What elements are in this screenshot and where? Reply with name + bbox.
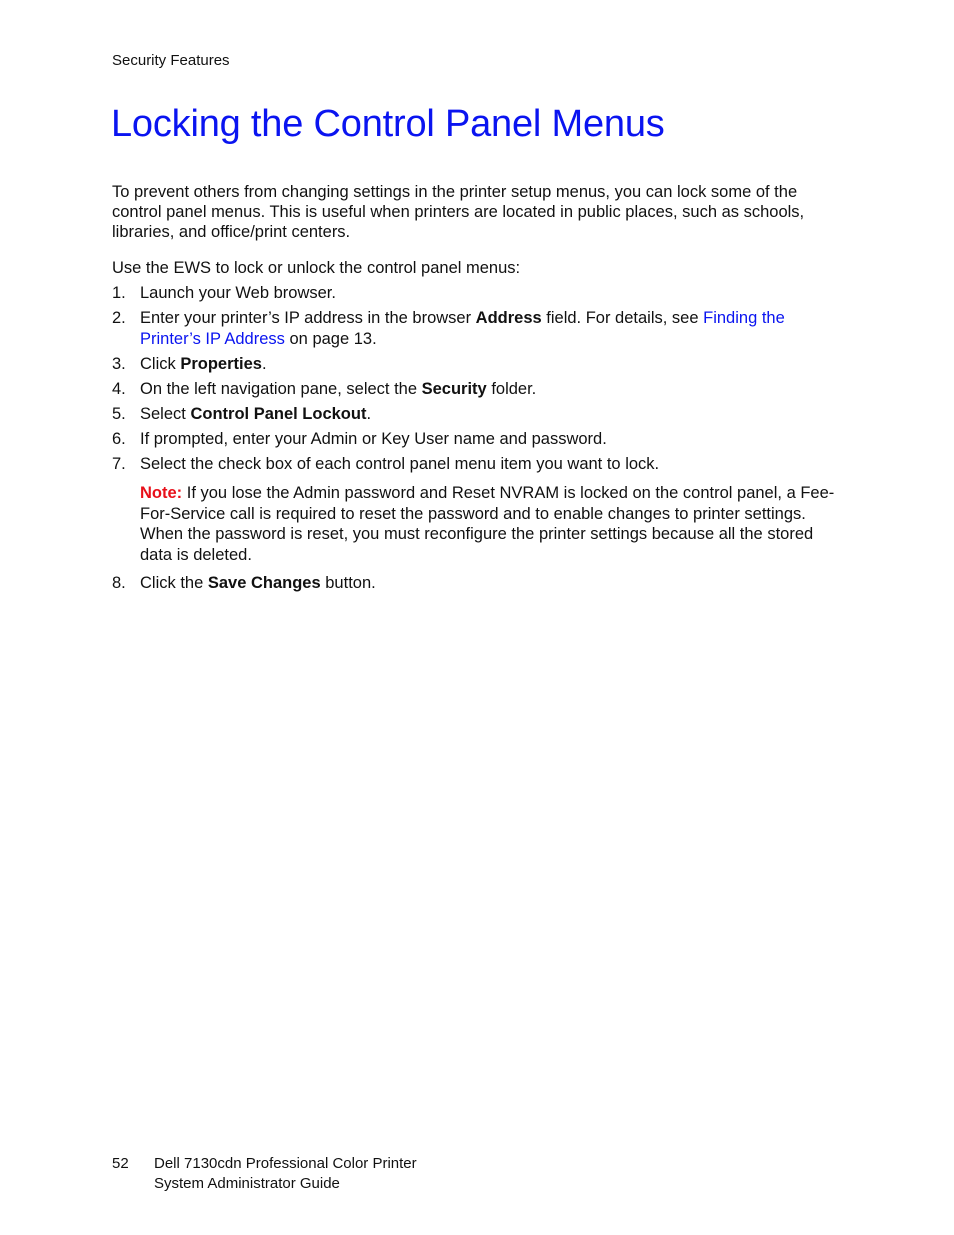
step-bold-term: Save Changes	[207, 574, 321, 592]
step-number: 5.	[112, 404, 126, 423]
step-text: Launch your Web browser.	[140, 284, 336, 302]
step-text: button.	[320, 574, 376, 592]
note-label: Note:	[140, 484, 183, 502]
step-bold-term: Properties	[180, 354, 262, 373]
step-text: folder.	[486, 379, 537, 398]
cross-reference-link[interactable]: Finding the Printer’s IP Address	[140, 309, 785, 348]
step-number: 2.	[112, 309, 126, 327]
step-text: Click	[140, 354, 181, 373]
step-text: .	[366, 404, 372, 423]
list-item	[112, 573, 842, 593]
step-number: 3.	[112, 354, 126, 373]
step-number: 8.	[112, 574, 126, 592]
footer-line-guide: System Administrator Guide	[154, 1175, 340, 1192]
footer-doc-title	[154, 1154, 417, 1194]
lead-paragraph: Use the EWS to lock or unlock the control panel menus:	[112, 259, 521, 277]
step-text: Select the check box of each control panel menu item you want to lock.	[140, 454, 660, 473]
step-bold-term: Security	[421, 379, 487, 398]
list-item	[112, 404, 842, 425]
footer-line-product: Dell 7130cdn Professional Color Printer	[154, 1155, 417, 1172]
step-text: Select	[140, 404, 191, 423]
page-number: 52	[112, 1155, 129, 1172]
list-item	[112, 379, 842, 400]
list-item	[112, 454, 842, 475]
intro-paragraph: To prevent others from changing settings in the printer setup menus, you can lock some of the control panel menus. This is useful when printers are located in public places, such as schools, libraries, and office/print centers.	[112, 183, 805, 241]
step-bold-term: Control Panel Lockout	[190, 404, 367, 423]
step-text: Enter your printer’s IP address in the browser	[140, 309, 476, 327]
step-number: 1.	[112, 284, 126, 302]
step-text: On the left navigation pane, select the	[140, 379, 422, 398]
step-text: .	[261, 354, 267, 373]
step-text: If prompted, enter your Admin or Key User name and password.	[140, 429, 607, 448]
note-text: If you lose the Admin password and Reset NVRAM is locked on the control panel, a Fee-For-Service call is required to reset the password and to enable changes to printer settings. When the password is reset, you must reconfigure the printer settings because all the stored data is deleted.	[140, 484, 835, 564]
step-bold-term: Address	[475, 309, 542, 327]
running-header: Security Features	[112, 52, 230, 69]
step-text: Click the	[140, 574, 208, 592]
step-number: 4.	[112, 379, 126, 398]
list-item	[112, 429, 842, 450]
list-item	[112, 354, 842, 375]
note-callout	[140, 483, 840, 565]
list-item	[112, 283, 842, 304]
step-text: on page 13.	[284, 329, 377, 348]
step-text: field. For details, see	[541, 309, 704, 327]
steps-list	[112, 283, 842, 479]
page-title: Locking the Control Panel Menus	[111, 103, 665, 145]
step-number: 6.	[112, 429, 126, 448]
step-number: 7.	[112, 454, 126, 473]
list-item	[112, 308, 842, 349]
